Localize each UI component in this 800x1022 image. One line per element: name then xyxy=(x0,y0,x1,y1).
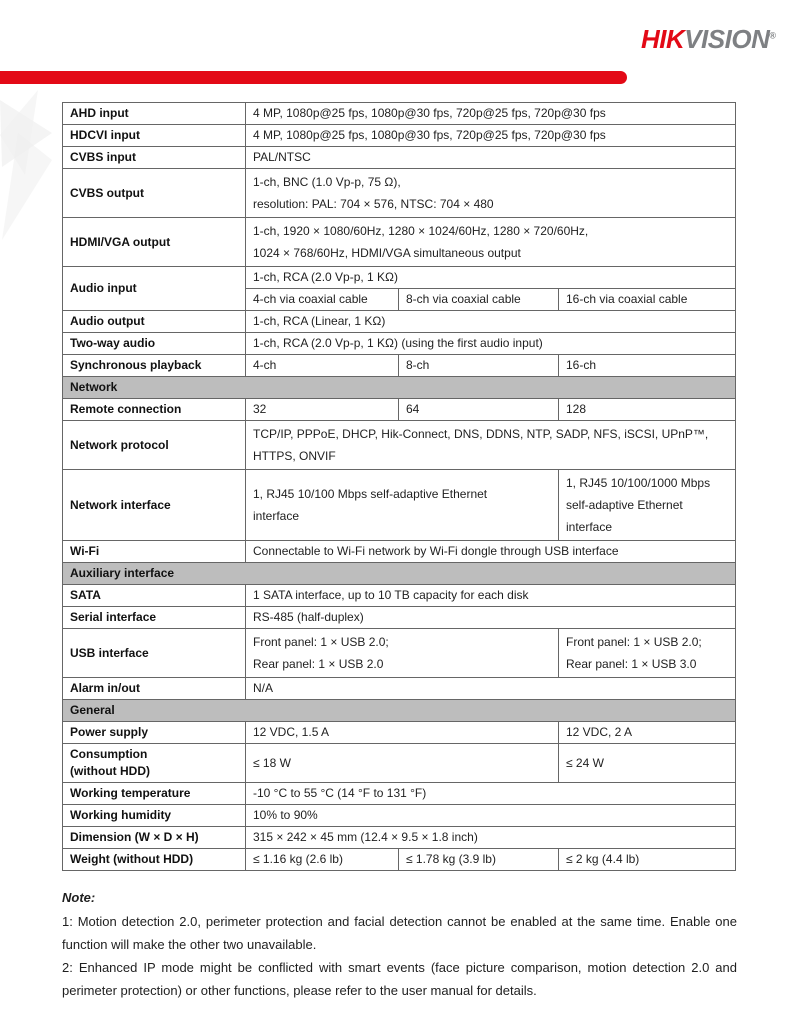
spec-cell-line: 1, RJ45 10/100/1000 Mbps xyxy=(566,476,711,490)
spec-cell-line: Rear panel: 1 × USB 2.0 xyxy=(253,657,384,671)
spec-value-cell: ≤ 24 W xyxy=(559,744,736,783)
spec-value-cell: ≤ 1.78 kg (3.9 lb) xyxy=(399,849,559,871)
spec-value-cell xyxy=(246,470,559,541)
note-paragraph: 1: Motion detection 2.0, perimeter protection and facial detection cannot be enabled at the same time. Enable one function will make the other two unavailable. xyxy=(62,914,737,952)
spec-label-cell: Network interface xyxy=(63,470,246,541)
spec-row xyxy=(63,629,736,678)
note-title: Note: xyxy=(62,890,96,905)
spec-cell-line: TCP/IP, PPPoE, DHCP, Hik-Connect, DNS, DDNS, NTP, SADP, NFS, iSCSI, UPnP™, xyxy=(253,427,709,441)
spec-value-cell: ≤ 18 W xyxy=(246,744,559,783)
spec-cell-line: (without HDD) xyxy=(70,764,150,778)
spec-label-cell: CVBS input xyxy=(63,147,246,169)
spec-value-cell: 315 × 242 × 45 mm (12.4 × 9.5 × 1.8 inch) xyxy=(246,827,736,849)
spec-row xyxy=(63,267,736,289)
spec-label-cell: Audio output xyxy=(63,311,246,333)
spec-cell-line: Front panel: 1 × USB 2.0; xyxy=(253,635,389,649)
spec-label-cell: Two-way audio xyxy=(63,333,246,355)
spec-cell-line: 1024 × 768/60Hz, HDMI/VGA simultaneous output xyxy=(253,246,521,260)
spec-row xyxy=(63,399,736,421)
spec-cell-line: self-adaptive Ethernet xyxy=(566,498,683,512)
spec-row xyxy=(63,541,736,563)
spec-cell-line: 1-ch, 1920 × 1080/60Hz, 1280 × 1024/60Hz, 1280 × 720/60Hz, xyxy=(253,224,589,238)
spec-cell-line: Consumption xyxy=(70,747,148,761)
section-header-cell: Auxiliary interface xyxy=(63,563,736,585)
spec-row xyxy=(63,218,736,267)
spec-row xyxy=(63,585,736,607)
spec-value-cell: N/A xyxy=(246,678,736,700)
spec-cell-line: 1-ch, BNC (1.0 Vp-p, 75 Ω), xyxy=(253,175,401,189)
spec-value-cell: 4-ch xyxy=(246,355,399,377)
spec-value-cell: 16-ch via coaxial cable xyxy=(559,289,736,311)
spec-row xyxy=(63,563,736,585)
spec-row xyxy=(63,147,736,169)
spec-value-cell: RS-485 (half-duplex) xyxy=(246,607,736,629)
logo-vision: VISION xyxy=(684,24,770,54)
spec-label-cell xyxy=(63,744,246,783)
spec-row xyxy=(63,333,736,355)
note-paragraph: 2: Enhanced IP mode might be conflicted with smart events (face picture comparison, motion detection 2.0 and perimeter protection) or other functions, please refer to the user manual for details. xyxy=(62,960,737,998)
spec-value-cell: ≤ 2 kg (4.4 lb) xyxy=(559,849,736,871)
spec-label-cell: Dimension (W × D × H) xyxy=(63,827,246,849)
spec-value-cell: ≤ 1.16 kg (2.6 lb) xyxy=(246,849,399,871)
logo-hik: HIK xyxy=(640,24,685,54)
red-divider-bar xyxy=(0,71,627,84)
spec-row xyxy=(63,421,736,470)
spec-row xyxy=(63,355,736,377)
spec-row xyxy=(63,169,736,218)
spec-row xyxy=(63,827,736,849)
spec-value-cell: 1 SATA interface, up to 10 TB capacity for each disk xyxy=(246,585,736,607)
spec-value-cell xyxy=(246,629,559,678)
spec-value-cell: 4 MP, 1080p@25 fps, 1080p@30 fps, 720p@25 fps, 720p@30 fps xyxy=(246,103,736,125)
spec-label-cell: Working temperature xyxy=(63,783,246,805)
spec-label-cell: Serial interface xyxy=(63,607,246,629)
spec-value-cell: 128 xyxy=(559,399,736,421)
spec-value-cell: 10% to 90% xyxy=(246,805,736,827)
spec-row xyxy=(63,125,736,147)
spec-cell-line: resolution: PAL: 704 × 576, NTSC: 704 × 480 xyxy=(253,197,494,211)
spec-value-cell xyxy=(246,218,736,267)
spec-label-cell: HDCVI input xyxy=(63,125,246,147)
spec-value-cell: 8-ch via coaxial cable xyxy=(399,289,559,311)
spec-value-cell: 1-ch, RCA (2.0 Vp-p, 1 KΩ) xyxy=(246,267,736,289)
spec-cell-line: Rear panel: 1 × USB 3.0 xyxy=(566,657,697,671)
spec-label-cell: HDMI/VGA output xyxy=(63,218,246,267)
spec-label-cell: CVBS output xyxy=(63,169,246,218)
spec-value-cell: PAL/NTSC xyxy=(246,147,736,169)
spec-value-cell: 4 MP, 1080p@25 fps, 1080p@30 fps, 720p@25 fps, 720p@30 fps xyxy=(246,125,736,147)
spec-label-cell: Network protocol xyxy=(63,421,246,470)
spec-label-cell: Wi-Fi xyxy=(63,541,246,563)
spec-value-cell: 1-ch, RCA (2.0 Vp-p, 1 KΩ) (using the first audio input) xyxy=(246,333,736,355)
spec-label-cell: Alarm in/out xyxy=(63,678,246,700)
spec-label-cell: USB interface xyxy=(63,629,246,678)
spec-value-cell: 32 xyxy=(246,399,399,421)
spec-row xyxy=(63,722,736,744)
spec-value-cell xyxy=(559,470,736,541)
spec-value-cell: 16-ch xyxy=(559,355,736,377)
spec-value-cell: 1-ch, RCA (Linear, 1 KΩ) xyxy=(246,311,736,333)
spec-row xyxy=(63,744,736,783)
spec-row xyxy=(63,783,736,805)
spec-row xyxy=(63,470,736,541)
spec-row xyxy=(63,103,736,125)
spec-label-cell: Synchronous playback xyxy=(63,355,246,377)
watermark-graphic xyxy=(0,85,58,250)
spec-cell-line: 1, RJ45 10/100 Mbps self-adaptive Ethernet xyxy=(253,487,488,501)
spec-value-cell: -10 °C to 55 °C (14 °F to 131 °F) xyxy=(246,783,736,805)
spec-table xyxy=(62,102,736,871)
hikvision-logo xyxy=(641,24,776,55)
spec-value-cell xyxy=(246,421,736,470)
spec-label-cell: AHD input xyxy=(63,103,246,125)
spec-label-cell: Working humidity xyxy=(63,805,246,827)
spec-value-cell: 64 xyxy=(399,399,559,421)
spec-value-cell: 8-ch xyxy=(399,355,559,377)
spec-value-cell: 4-ch via coaxial cable xyxy=(246,289,399,311)
section-header-cell: General xyxy=(63,700,736,722)
spec-row xyxy=(63,678,736,700)
spec-value-cell xyxy=(559,629,736,678)
registered-mark: ® xyxy=(769,30,776,41)
spec-label-cell: Weight (without HDD) xyxy=(63,849,246,871)
spec-value-cell xyxy=(246,169,736,218)
spec-label-cell: Remote connection xyxy=(63,399,246,421)
spec-cell-line: interface xyxy=(253,509,300,523)
spec-row xyxy=(63,607,736,629)
spec-cell-line: Front panel: 1 × USB 2.0; xyxy=(566,635,702,649)
spec-value-cell: 12 VDC, 1.5 A xyxy=(246,722,559,744)
spec-row xyxy=(63,700,736,722)
spec-row xyxy=(63,849,736,871)
spec-row xyxy=(63,377,736,399)
spec-label-cell: Power supply xyxy=(63,722,246,744)
section-header-cell: Network xyxy=(63,377,736,399)
spec-cell-line: HTTPS, ONVIF xyxy=(253,449,336,463)
spec-row xyxy=(63,805,736,827)
spec-cell-line: interface xyxy=(566,520,613,534)
spec-label-cell: Audio input xyxy=(63,267,246,311)
note-section xyxy=(62,886,737,1002)
spec-row xyxy=(63,311,736,333)
spec-label-cell: SATA xyxy=(63,585,246,607)
spec-value-cell: 12 VDC, 2 A xyxy=(559,722,736,744)
spec-value-cell: Connectable to Wi-Fi network by Wi-Fi dongle through USB interface xyxy=(246,541,736,563)
